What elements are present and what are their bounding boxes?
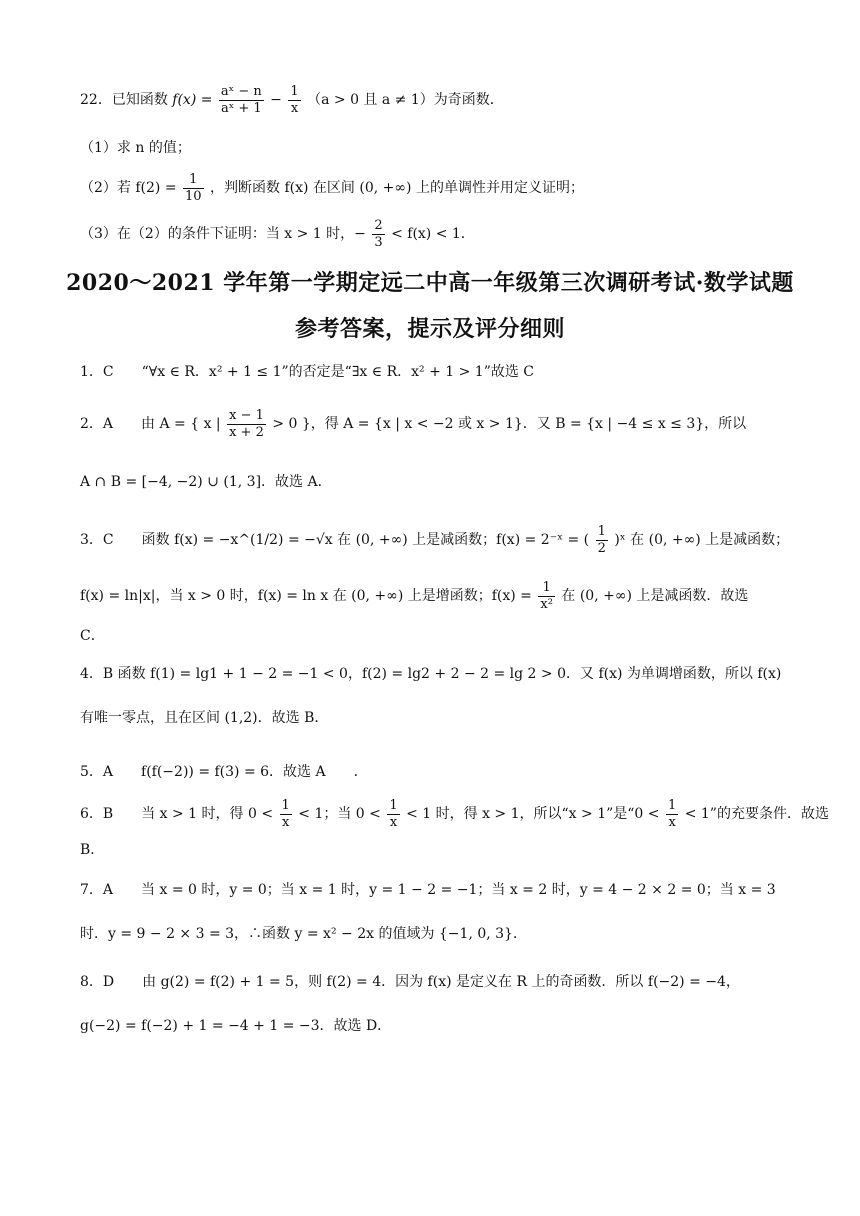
answer-3-end: C． — [80, 628, 105, 644]
q22-part2-a: （2）若 f(2) = — [80, 180, 177, 196]
q22-part2-den: 10 — [185, 188, 202, 204]
q22-condition: （a > 0 且 a ≠ 1）为奇函数． — [307, 92, 504, 108]
q22-stem — [80, 82, 790, 118]
answer-8: 8．D 由 g(2) = f(2) + 1 = 5，则 f(2) = 4．因为 f(x) 是定义在 R 上的奇函数．所以 f(−2) = −4， — [80, 974, 740, 990]
answer-3-cont — [80, 576, 790, 616]
q22-frac2-den: x — [290, 100, 299, 116]
q22-fraction-1 — [219, 84, 264, 117]
answer-6-a: 6．B 当 x > 1 时，得 0 < — [80, 806, 274, 822]
answer-3-den1: 2 — [597, 540, 606, 556]
q22-part3-den: 3 — [374, 234, 383, 250]
answer-6-fraction-1 — [280, 798, 292, 831]
q22-fraction-2 — [288, 84, 300, 117]
answer-2-den: x + 2 — [229, 424, 264, 440]
q22-prefix: 22．已知函数 — [80, 92, 168, 108]
answer-6 — [80, 794, 829, 834]
answer-3-den2: x² — [540, 596, 553, 612]
q22-part3-b: < f(x) < 1． — [391, 226, 475, 242]
answer-4-cont: 有唯一零点，且在区间 (1,2)．故选 B． — [80, 710, 329, 726]
answer-3-b: )ˣ 在 (0, +∞) 上是减函数； — [614, 532, 790, 548]
answer-6-fraction-2 — [387, 798, 399, 831]
answer-2-fraction — [227, 408, 266, 441]
answer-1: 1．C “∀x ∈ R．x² + 1 ≤ 1”的否定是“∃x ∈ R．x² + 1 > 1”故选 C — [80, 364, 535, 380]
answer-6-b: < 1；当 0 < — [298, 806, 381, 822]
q22-part2 — [80, 170, 790, 206]
q22-minus: − — [270, 92, 282, 108]
answer-7: 7．A 当 x = 0 时，y = 0；当 x = 1 时，y = 1 − 2 = −1；当 x = 2 时，y = 4 − 2 × 2 = 0；当 x = 3 — [80, 882, 776, 898]
q22-frac2-num: 1 — [290, 83, 299, 99]
q22-part2-b: ，判断函数 f(x) 在区间 (0, +∞) 上的单调性并用定义证明； — [210, 180, 584, 196]
answer-6-c: < 1 时，得 x > 1，所以“x > 1”是“0 < — [406, 806, 660, 822]
q22-part1: （1）求 n 的值； — [80, 140, 191, 156]
answer-2-num: x − 1 — [229, 407, 264, 423]
answer-3 — [80, 520, 790, 560]
answer-2 — [80, 404, 790, 444]
answer-6-den3: x — [668, 814, 676, 830]
answer-3-fraction-1 — [596, 524, 608, 557]
answer-6-fraction-3 — [666, 798, 678, 831]
answer-heading-title: 2020～2021 学年第一学期定远二中高一年级第三次调研考试·数学试题 — [66, 270, 794, 296]
q22-part3-num: 2 — [374, 217, 383, 233]
q22-part3-fraction — [372, 218, 384, 251]
answer-3-num2: 1 — [538, 580, 555, 597]
answer-3-num1: 1 — [597, 523, 606, 539]
answer-2-cont: A ∩ B = [−4, −2) ∪ (1, 3]．故选 A． — [80, 474, 332, 490]
answer-3-d: 在 (0, +∞) 上是减函数．故选 — [561, 588, 749, 604]
q22-frac1-num: aˣ − n — [220, 83, 262, 99]
answer-6-num3: 1 — [667, 797, 677, 813]
answer-4: 4．B 函数 f(1) = lg1 + 1 − 2 = −1 < 0，f(2) = lg2 + 2 − 2 = lg 2 > 0．又 f(x) 为单调增函数，所以 f(x) — [80, 666, 782, 682]
answer-6-d: < 1”的充要条件．故选 — [684, 806, 829, 822]
q22-part3-a: （3）在（2）的条件下证明：当 x > 1 时，− — [80, 226, 366, 242]
answer-2-b: > 0 }，得 A = {x | x < −2 或 x > 1}．又 B = {x | −4 ≤ x ≤ 3}，所以 — [272, 416, 747, 432]
answer-6-den2: x — [389, 814, 398, 830]
answer-3-a: 3．C 函数 f(x) = −x^(1/2) = −√x 在 (0, +∞) 上是减函数；f(x) = 2⁻ˣ = ( — [80, 532, 590, 548]
q22-part2-fraction — [183, 172, 204, 205]
answer-6-end: B． — [80, 842, 105, 858]
q22-part2-num: 1 — [183, 172, 204, 189]
answer-8-cont: g(−2) = f(−2) + 1 = −4 + 1 = −3．故选 D． — [80, 1018, 392, 1034]
answer-heading-subtitle: 参考答案，提示及评分细则 — [294, 316, 565, 342]
q22-frac1-den: aˣ + 1 — [220, 100, 262, 116]
q22-part3 — [80, 216, 790, 252]
answer-2-a: 2．A 由 A = { x | — [80, 416, 221, 432]
q22-func: f(x) = — [172, 92, 213, 108]
answer-6-den1: x — [282, 814, 290, 830]
answer-3-fraction-2 — [538, 580, 555, 613]
answer-5: 5．A f(f(−2)) = f(3) = 6．故选 A ． — [80, 764, 368, 780]
answer-6-num1: 1 — [281, 797, 290, 813]
answer-7-cont: 时．y = 9 − 2 × 3 = 3，∴函数 y = x² − 2x 的值域为 {−1, 0, 3}． — [80, 926, 527, 942]
answer-6-num2: 1 — [389, 797, 398, 813]
answer-3-c: f(x) = ln|x|，当 x > 0 时，f(x) = ln x 在 (0, +∞) 上是增函数；f(x) = — [80, 588, 532, 604]
